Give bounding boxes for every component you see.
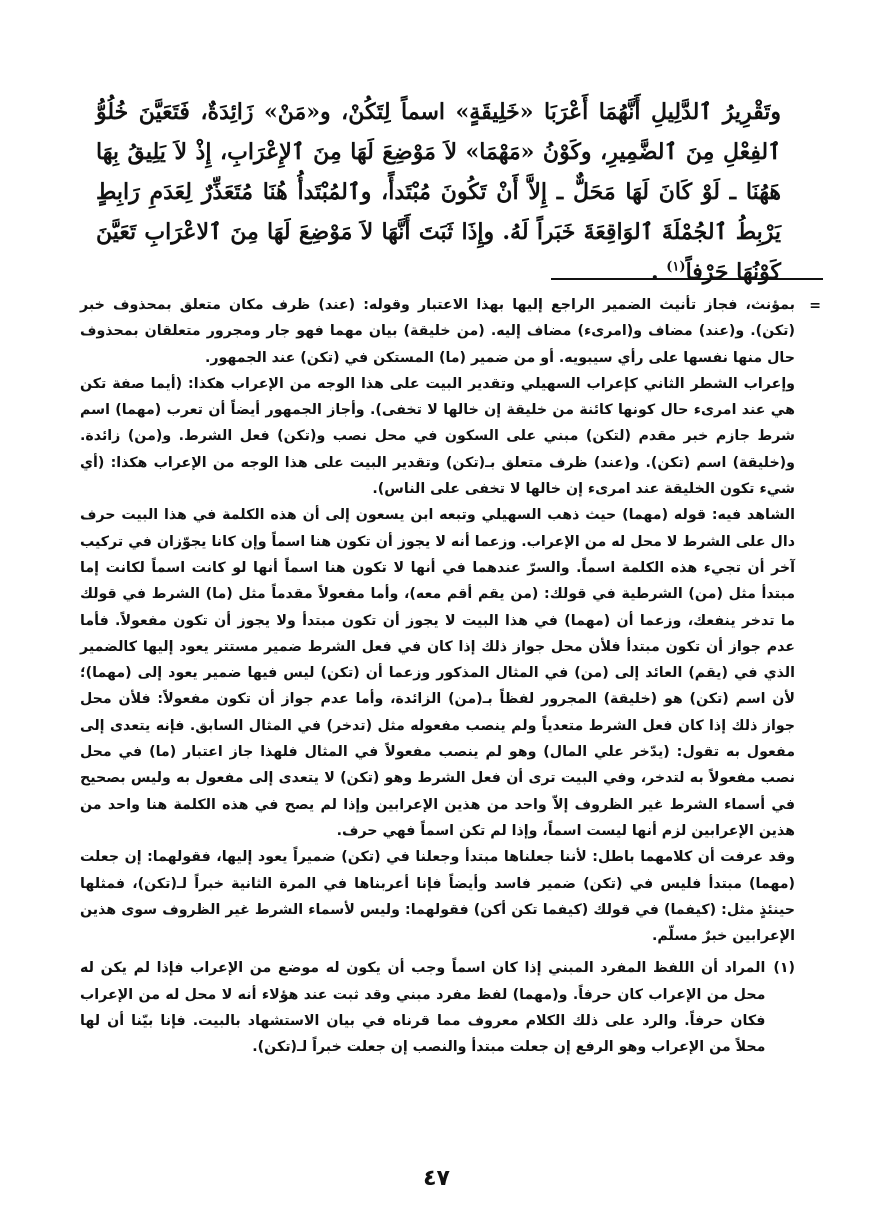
footnote-paragraph: وقد عرفت أن كلامهما باطل: لأننا جعلناها مبتدأ وجعلنا في (تكن) ضميراً يعود إليها، فقولهما: إن جعلت (مهما) مبتدأ فليس في (تكن) ضمير فاسد وأيضاً فإنا أعربناها في المرة الثانية خبراً لـ(تكن)، فمثلها حينئذٍ مثل: (كيفما) في قولك (كيفما تكن أكن) فقولهما: وليس لأسماء الشرط غير الظروف سوى هذين الإعرابين خبرٌ مسلّم. [80,849,795,945]
page-number: ٤٧ [423,1166,450,1191]
main-text [96,92,781,292]
footnotes [80,292,795,1061]
footnote-paragraph: وإعراب الشطر الثاني كإعراب السهيلي وتقدير البيت على هذا الوجه من الإعراب هكذا: (أيما صفة تكن هي عند امرىء حال كونها كائنة من خليقة إن خالها لا تخفى). وأجاز الجمهور أيضاً أن تعرب (مهما) اسم شرط جازم خبر مقدم (لتكن) مبني على السكون في محل نصب و(تكن) فعل الشرط. و(من) زائدة. و(خليقة) اسم (تكن). و(عند) ظرف متعلق بـ(تكن) وتقدير البيت على هذا الوجه من الإعراب هكذا: (أي شيء تكون الخليقة عند امرىء إن خالها لا تخفى على الناس). [80,375,795,498]
footnote-1 [80,955,795,1060]
footnote-reference: (١) [666,259,686,275]
footnote-separator [551,278,823,280]
footnote-paragraph: بمؤنث، فجاز تأنيث الضمير الراجع إليها بهذا الاعتبار وقوله: (عند) ظرف مكان متعلق بمحذوف خبر (تكن). و(عند) مضاف و(امرىء) مضاف إليه. (من خليقة) بيان مهما فهو جار ومجرور متعلقان بمحذوف حال منها نفسها على رأي سيبويه. أو من ضمير (ما) المستكن في (تكن) عند الجمهور. [80,297,795,366]
main-paragraph [96,92,781,292]
footnote-1-number: (١) [773,960,795,977]
footnote-paragraph: الشاهد فيه: قوله (مهما) حيث ذهب السهيلي وتبعه ابن يسعون إلى أن هذه الكلمة في هذا البيت حرف دال على الشرط لا محل له من الإعراب. وزعما أنه لا يجوز أن تكون هنا اسماً وإن كانا يجوّزان في تركيب آخر أن تجيء هذه الكلمة اسماً. والسرّ عندهما في أنها لا تكون هنا اسماً أنها لو كانت اسماً لكانت إما مبتدأ مثل (من) الشرطية في قولك: (من يقم أقم معه)، وأما مفعولاً مقدماً مثل (ما) الشرط في قولك ما تدخر ينفعك، وزعما أن (مهما) في هذا البيت لا يجوز أن تكون مبتدأ ولا يجوز أن تكون مفعولاً. فأما عدم جواز أن تكون مبتدأ فلأن محل جواز ذلك إذا كان في فعل الشرط ضمير مستتر يعود إليها كالضمير الذي في (يقم) العائد إلى (من) في المثال المذكور وزعما أن (تكن) ليس فيها ضمير يعود إلى (مهما)؛ لأن اسم (تكن) هو (خليقة) المجرور لفظاً بـ(من) الزائدة، وأما عدم جواز أن تكون مفعولاً: فلأن محل جواز ذلك إذا كان فعل الشرط متعدياً ولم ينصب مفعوله مثل (تدخر) في المثال السابق. فإنه يتعدى إلى مفعول به تقول: (يدّخر علي المال) وهو لم ينصب مفعولاً في المثال فلهذا جاز اعتبار (ما) في محل نصب مفعولاً به لتدخر، وفي البيت ترى أن فعل الشرط وهو (تكن) لا يتعدى إلى مفعول به وليس بصحيح في أسماء الشرط غير الظروف إلاّ واحد من هذين الإعرابين وإذا لم يصح في هذه الكلمة هنا واحد من هذين الإعرابين لزم أنها ليست اسماً، وإذا لم تكن اسماً فهي حرف. [80,507,795,839]
footnote-continuation-mark: = [809,298,821,314]
footnote-1-text: المراد أن اللفظ المفرد المبني إذا كان اسماً وجب أن يكون له موضع من الإعراب فإذا لم يكن له محل من الإعراب كان حرفاً. و(مهما) لفظ مفرد مبني وقد ثبت عند هؤلاء أنه لا محل له من الإعراب فكان حرفاً. والرد على ذلك الكلام معروف مما قرناه في بيان الاستشهاد بالبيت. فإنا بيّنا أن لها محلاً من الإعراب وهو الرفع إن جعلت مبتدأ والنصب إن جعلت خبراً لـ(تكن). [80,960,766,1056]
main-paragraph-end: . [650,259,667,285]
main-paragraph-body: وتَقْرِيرُ ٱلدَّلِيلِ أَنَّهُمَا أَعْرَبَا «خَلِيقَةٍ» اسماً لِتَكُنْ، و«مَنْ» زَائِدَةٌ، فَتَعَيَّنَ خُلُوُّ ٱلفِعْلِ مِنَ ٱلضَّمِيرِ، وكَوْنُ «مَهْمَا» لاَ مَوْضِعَ لَهَا مِنَ ٱلإِعْرَابِ، إِذْ لاَ يَلِيقُ بِهَا هَهُنَا ـ لَوْ كَانَ لَهَا مَحَلٌّ ـ إِلاَّ أَنْ تَكُونَ مُبْتَدأً، وٱلمُبْتَدأُ هُنَا مُتَعَذِّرٌ لِعَدَمِ رَابِطٍ يَرْبِطُ ٱلجُمْلَةَ ٱلوَاقِعَةَ خَبَراً لَهُ. وإِذَا ثَبَتَ أَنَّهَا لاَ مَوْضِعَ لَهَا مِنَ ٱلاعْرَابِ تَعَيَّنَ كَوْنُهَا حَرْفاً [96,99,781,285]
